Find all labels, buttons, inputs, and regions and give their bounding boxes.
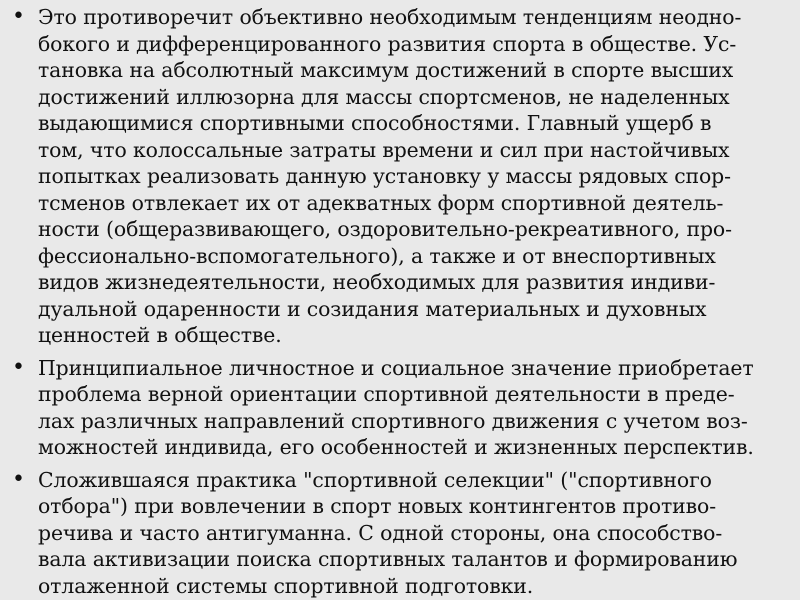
text-line: бокого и дифференцированного развития спорта в обществе. Ус- [38,31,737,56]
bullet-dot-icon: • [12,354,25,380]
text-line: фессионально-вспомогательного), а также и от внеспортивных [38,243,716,268]
text-line: ности (общеразвивающего, оздоровительно-рекреативного, про- [38,217,732,241]
text-line: Это противоречит объективно необходимым тенденциям неодно- [38,5,742,29]
text-line: лах различных направлений спортивного движения с учетом воз- [38,408,748,433]
bullet-item [8,355,792,461]
text-line: Сложившаяся практика "спортивной селекции" ("спортивного [38,467,712,492]
text-line: можностей индивида, его особенностей и жизненных перспектив. [38,435,754,459]
bullet-dot-icon: • [12,4,25,29]
text-line: выдающимися спортивными способностями. Главный ущерб в [38,111,712,135]
text-line: ценностей в обществе. [38,323,282,347]
bullet-item [8,467,792,600]
text-line: попытках реализовать данную установку у массы рядовых спор- [38,164,731,188]
text-line: видов жизнедеятельности, необходимых для развития индиви- [38,270,716,294]
text-line: речива и часто антигуманна. С одной стороны, она способство- [38,520,723,545]
text-line: отлаженной системы спортивной подготовки. [38,573,534,598]
bullet-dot-icon: • [12,466,25,492]
text-line: дуальной одаренности и созидания материальных и духовных [38,296,707,321]
text-line: Принципиальное личностное и социальное значение приобретает [38,355,754,380]
bullet-text [38,355,792,461]
text-line: достижений иллюзорна для массы спортсменов, не наделенных [38,84,730,109]
text-line: вала активизации поиска спортивных талантов и формированию [38,547,738,571]
text-line: тсменов отвлекает их от адекватных форм спортивной деятель- [38,190,724,215]
text-line: том, что колоссальные затраты времени и сил при настойчивых [38,137,730,162]
text-line: отбора") при вовлечении в спорт новых контингентов противо- [38,494,716,518]
text-line: тановка на абсолютный максимум достижений в спорте высших [38,58,734,82]
bullet-text [38,4,792,349]
text-line: проблема верной ориентации спортивной деятельности в преде- [38,382,735,406]
bullet-item [8,4,792,349]
bullet-text [38,467,792,600]
